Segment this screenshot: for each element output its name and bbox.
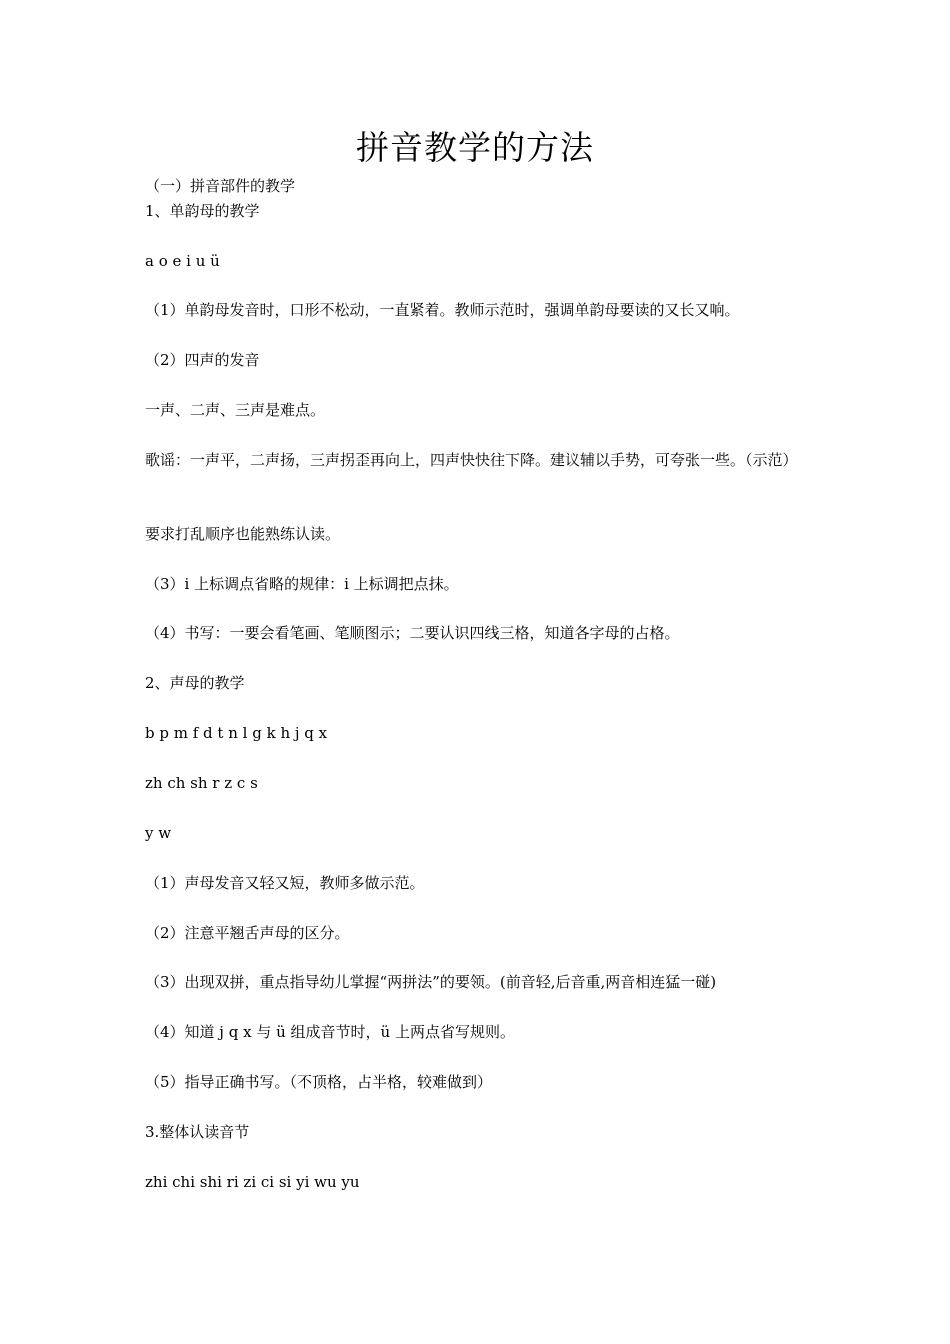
paragraph: （4）知道 j q x 与 ü 组成音节时，ü 上两点省写规则。	[145, 1023, 515, 1041]
pinyin-line: y w	[145, 824, 172, 842]
pinyin-line: zh ch sh r z c s	[145, 774, 258, 792]
pinyin-line: zhi chi shi ri zi ci si yi wu yu	[145, 1173, 360, 1191]
subsection-heading: 1、单韵母的教学	[145, 202, 260, 220]
subsection-heading: 3.整体认读音节	[145, 1123, 250, 1141]
section-heading: （一）拼音部件的教学	[145, 177, 296, 195]
paragraph: （1）单韵母发音时，口形不松动，一直紧着。教师示范时，强调单韵母要读的又长又响。	[145, 301, 740, 319]
paragraph: 一声、二声、三声是难点。	[145, 401, 326, 419]
paragraph: （5）指导正确书写。（不顶格，占半格，较难做到）	[145, 1073, 493, 1091]
paragraph: （2）四声的发音	[145, 351, 260, 369]
paragraph: （3）出现双拼，重点指导幼儿掌握“两拼法”的要领。(前音轻,后音重,两音相连猛一碰)	[145, 973, 717, 991]
paragraph: 要求打乱顺序也能熟练认读。	[145, 525, 341, 543]
document-title: 拼音教学的方法	[356, 128, 594, 167]
paragraph: （1）声母发音又轻又短，教师多做示范。	[145, 874, 425, 892]
paragraph: （3）i 上标调点省略的规律：i 上标调把点抹。	[145, 575, 459, 593]
pinyin-line: a o e i u ü	[145, 252, 220, 270]
paragraph: 歌谣：一声平，二声扬，三声拐歪再向上，四声快快往下降。建议辅以手势，可夸张一些。（示范）	[145, 451, 798, 469]
paragraph: （4）书写：一要会看笔画、笔顺图示；二要认识四线三格，知道各字母的占格。	[145, 624, 680, 642]
paragraph: （2）注意平翘舌声母的区分。	[145, 924, 350, 942]
pinyin-line: b p m f d t n l g k h j q x	[145, 724, 328, 742]
subsection-heading: 2、声母的教学	[145, 674, 245, 692]
